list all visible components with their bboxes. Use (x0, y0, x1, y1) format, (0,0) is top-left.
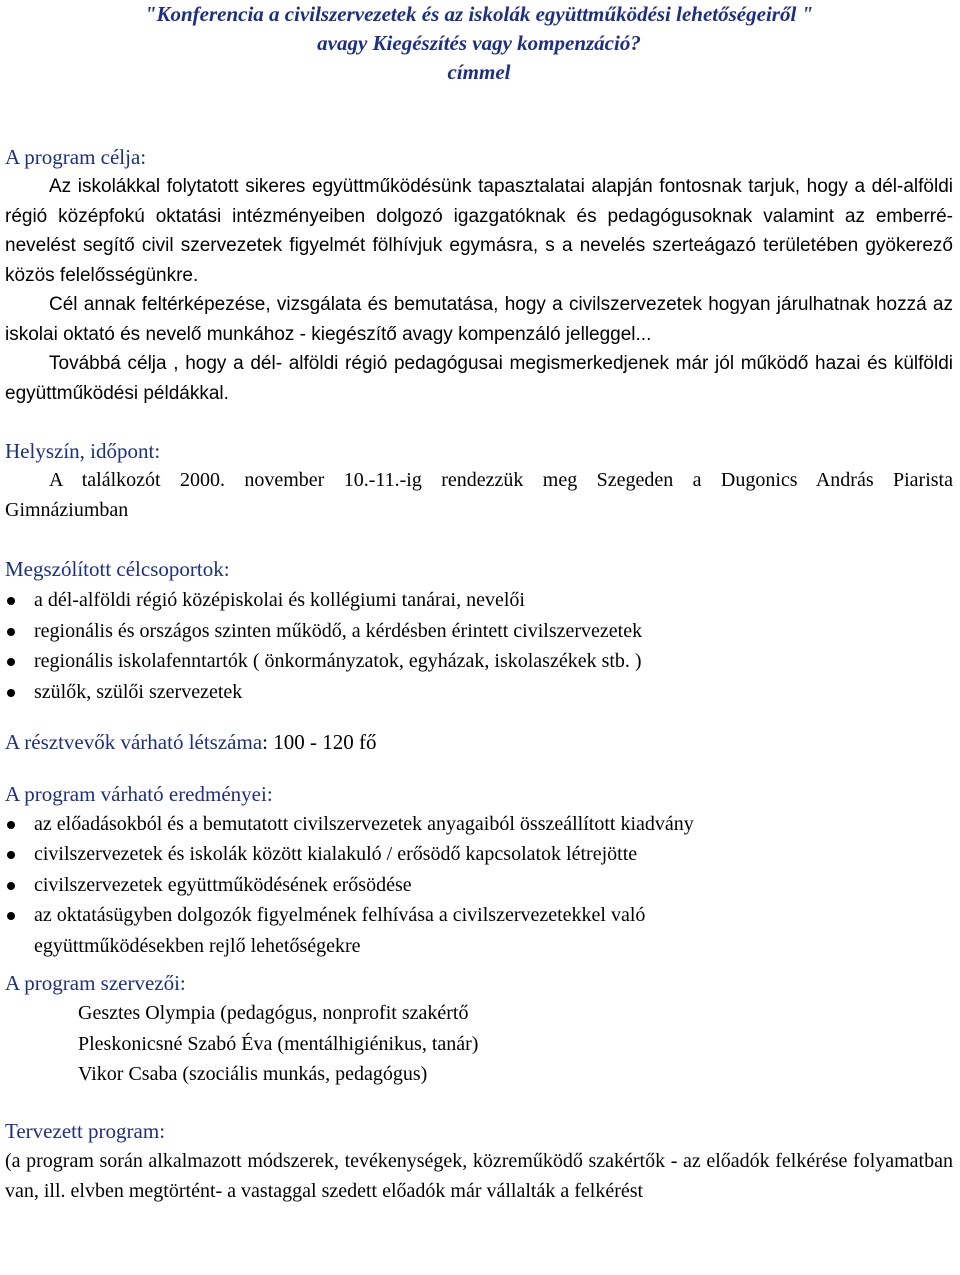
list-item (5, 839, 953, 870)
bullet-icon (7, 658, 15, 666)
targets-section (5, 555, 953, 707)
list-item-text: az oktatásügyben dolgozók figyelmének felhívása a civilszervezetekkel való együttműködésekben rejlő lehetőségekre (34, 904, 646, 957)
organizer-name: Pleskonicsné Szabó Éva (mentálhigiénikus, tanár) (78, 1032, 479, 1055)
participants-value: : 100 - 120 fő (262, 730, 377, 754)
list-item-text: civilszervezetek és iskolák között kialakuló / erősödő kapcsolatok létrejötte (34, 843, 638, 865)
results-section (5, 780, 953, 962)
planned-text: (a program során alkalmazott módszerek, tevékenységek, közreműködő szakértők - az előadók felkérése folyamatban van, ill. elvben megtörtént- a vastaggal szedett előadók már vállalták a felkérést (5, 1149, 953, 1202)
list-item-text: szülők, szülői szervezetek (34, 680, 243, 703)
goal-paragraph-1: Az iskolákkal folytatott sikeres együttműködésünk tapasztalatai alapján fontosnak tarjuk, hogy a dél-alföldi régió középfokú oktatási intézményeiben dolgozó igazgatóknak és pedagógusoknak valamint az emberré-nevelést segítő civil szervezetek figyelmét fölhívjuk egymásra, s a nevelés szerteágazó területében gyökerező közös felelősségünkre. (5, 176, 953, 286)
organizer-name: Gesztes Olympia (pedagógus, nonprofit szakértő (78, 1002, 469, 1024)
bullet-icon (7, 628, 15, 636)
participants-label: A résztvevők várható létszáma (5, 730, 263, 754)
list-item (5, 900, 953, 961)
organizer-name: Vikor Csaba (szociális munkás, pedagógus) (78, 1063, 428, 1085)
list-item-text: civilszervezetek együttműködésének erősödése (34, 873, 412, 896)
list-item-text: a dél-alföldi régió középiskolai és kollégiumi tanárai, nevelői (34, 589, 525, 611)
list-item-text: regionális iskolafenntartók ( önkormányzatok, egyházak, iskolaszékek stb. ) (34, 650, 642, 672)
bullet-icon (7, 597, 15, 605)
results-heading: A program várható eredményei: (5, 781, 273, 806)
bullet-icon (7, 689, 15, 697)
bullet-icon (7, 912, 15, 920)
goal-paragraph-3: Továbbá célja , hogy a dél- alföldi régió pedagógusai megismerkedjenek már jól működő hazai és külföldi együttműködési példákkal. (5, 353, 953, 404)
title-line-2: avagy Kiegészítés vagy kompenzáció? (317, 31, 641, 55)
participants-section (5, 728, 953, 758)
list-item (5, 677, 953, 708)
organizers-heading: A program szervezői: (5, 971, 186, 995)
list-item (5, 616, 953, 647)
planned-heading: Tervezett program: (5, 1118, 166, 1143)
venue-section (5, 437, 953, 525)
title-line-3: címmel (447, 60, 511, 84)
title-line-1: "Konferencia a civilszervezetek és az iskolák együttműködési lehetőségeiről " (144, 2, 814, 26)
list-item-text: regionális és országos szinten működő, a kérdésben érintett civilszervezetek (34, 619, 643, 642)
list-item (5, 809, 953, 840)
results-list (5, 809, 953, 962)
bullet-icon (7, 882, 15, 890)
list-item-text: az előadásokból és a bemutatott civilszervezetek anyagaiból összeállított kiadvány (34, 812, 694, 835)
venue-heading: Helyszín, időpont: (5, 439, 161, 463)
goal-paragraph-2: Cél annak feltérképezése, vizsgálata és bemutatása, hogy a civilszervezetek hogyan járulhatnak hozzá az iskolai oktató és nevelő munkához - kiegészítő avagy kompenzáló jelleggel... (5, 294, 953, 345)
goal-heading: A program célja: (5, 145, 147, 169)
targets-list (5, 585, 953, 707)
planned-section (5, 1117, 953, 1206)
goal-section (5, 143, 953, 408)
document-title (5, 0, 953, 87)
list-item (5, 646, 953, 677)
venue-text: A találkozót 2000. november 10.-11.-ig rendezzük meg Szegeden a Dugonics András Piarista Gimnáziumban (5, 469, 953, 521)
participants-line (5, 728, 953, 758)
list-item (5, 585, 953, 616)
list-item (5, 870, 953, 901)
bullet-icon (7, 821, 15, 829)
bullet-icon (7, 851, 15, 859)
organizers-section (5, 969, 953, 1090)
targets-heading: Megszólított célcsoportok: (5, 557, 230, 581)
